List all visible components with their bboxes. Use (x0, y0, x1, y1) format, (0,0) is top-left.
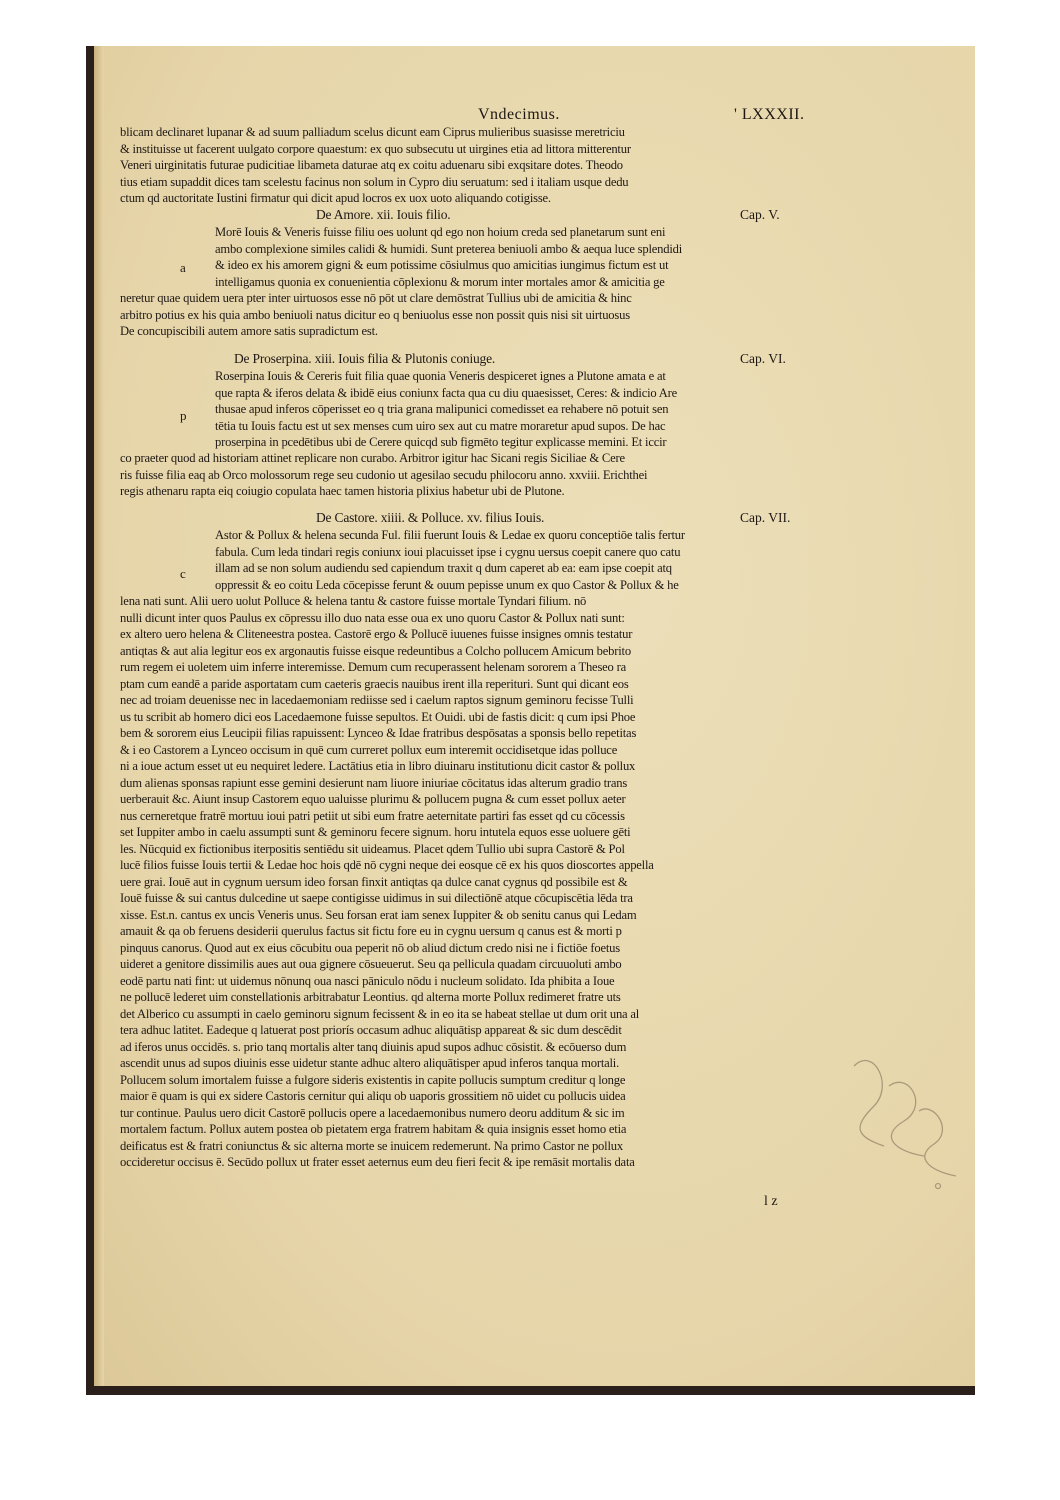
chapter-text (215, 527, 837, 593)
text-line: proserpina in pcedētibus ubi de Cerere quicqd sub figmēto tegitur explicasse memini. Et iccir (215, 435, 667, 449)
text-line: ne pollucē lederet uim constellationis arbitrabatur Leontius. qd alterna morte Pollux redimeret fratre uts (120, 990, 621, 1004)
text-line: ad iferos unus occidēs. s. prio tanq mortalis alter tanq diuinis apud supos adhuc cōsistit. & ecōuerso dum (120, 1039, 627, 1054)
text-line: nulli dicunt inter quos Paulus ex cōpressu illo duo nata esse oua ex uno quoru Castor & Pollux nati sunt: (120, 610, 625, 625)
chapter-title: De Castore. xiiii. & Polluce. xv. filius Iouis. (316, 510, 545, 525)
text-line: Pollucem solum imortalem fuisse a fulgore sideris existentis in capite pollucis sumptum creditur q longe (120, 1072, 626, 1087)
text-line: De concupiscibili autem amore satis supradictum est. (120, 324, 378, 338)
text-line: maior ē quam is qui ex sidere Castoris cernitur qui aliqu ob uaporis grossitiem nō uidet cu pollucis uidea (120, 1089, 626, 1103)
text-line: thusae apud inferos cōperisset eo q tria grana malipunici comedisset ea rehabere nō potuit sen (215, 402, 669, 416)
text-line: tētia tu Iouis factu est ut sex menses cum uiro sex aut cu matre moraretur apud supos. De hac (215, 418, 666, 433)
text-line: nus cerneretque fratrē mortuu ioui patri petiit ut sibi eum fratre aeternitate partiri fas esset qd cu cōcessis (120, 808, 625, 823)
text-line: ascendit unus ad supos diuinis esse uidetur stante adhuc altero aliquātisper apud inferos tanqua mortali. (120, 1056, 620, 1070)
text-line: deificatus est & fratri coniunctus & sic alterna morte se inuicem redemerunt. Na primo Castor ne pollux (120, 1138, 623, 1153)
text-line: Astor & Pollux & helena secunda Ful. filii fuerunt Iouis & Ledae ex quoru conceptiōe talis fertur (215, 528, 685, 542)
text-line: nec ad troiam deuenisse nec in lacedaemoniam rediisse sed i caelum raptos signum geminoru fecisse Tulli (120, 693, 634, 707)
text-line: illam ad se non solum audiendu sed capiendum traxit q dum caperet ab ea: eam ipse coepit atq (215, 561, 672, 575)
text-line: uideret a genitore dissimilis aues aut oua gignere cōsueuerut. Seu qa pellicula quadam circuuoluti ambo (120, 957, 622, 971)
text-line: uerberauit &c. Aiunt insup Castorem equo ualuisse plurimu & pollucem pugna & cum esset pollux aeter (120, 792, 626, 806)
text-line: fabula. Cum leda tindari regis coniunx ioui placuisset ipse i cygnu uersus coepit canere quo catu (215, 544, 681, 559)
text-line: les. Nūcquid ex fictionibus iterpositis sentiēdu sit uideamus. Placet qdem Tullio ubi supra Castorē & Pol (120, 841, 625, 856)
chapter-number: Cap. VI. (740, 351, 786, 366)
page-leaf (94, 46, 975, 1386)
text-line: occideretur occisus ē. Secūdo pollux ut frater esset aeternus eum deu fieri fecit & ipe remāsit mortalis data (120, 1155, 635, 1169)
text-line: tur continue. Paulus uero dicit Castorē pollucis opere a lacedaemonibus numero deoru additum & sic im (120, 1105, 625, 1120)
text-line: ptam cum eandē a paride asportatam cum caeteris graecis nauibus irent illa reperituri. Sunt qui dicant eos (120, 676, 629, 691)
text-line: oppressit & eo coitu Leda cōcepisse ferunt & ouum pepisse unum ex quo Castor & Pollux & he (215, 577, 679, 592)
signature-mark: l z (764, 1194, 778, 1209)
text-line: arbitro potius ex his quia ambo beniuoli natus dicitur eo q beniuolus esse non possit quis nisi sit uirtuosus (120, 307, 630, 322)
chapter-text (120, 593, 840, 1171)
text-line: que rapta & iferos delata & ibidē eius coniunx facta qua cu diu quaesisset, Ceres: & indicio Are (215, 385, 678, 400)
text-line: us tu scribit ab homero dici eos Lacedaemone fuisse sepultos. Et Ouidi. ubi de fastis dicit: q cum ipsi Phoe (120, 709, 636, 724)
text-line: rum regem ei uoletem uim inferre interemisse. Demum cum recuperassent helenam sororem a Theseo ra (120, 660, 626, 674)
text-line: det Alberico cu assumpti in caelo geminoru signum fecissent & in eo ita se habeat stellae ut dum orit una al (120, 1006, 640, 1021)
chapter-heading (316, 510, 736, 527)
text-line: lena nati sunt. Alii uero uolut Polluce & helena tantu & castore fuisse mortale Tyndari filium. nō (120, 594, 587, 608)
text-line: regis athenaru rapta eiq coiugio copulata haec tamen historia plixius habetur ubi de Plutone. (120, 484, 565, 498)
text-line: ris fuisse filia eaq ab Orco molossorum rege seu cudonio ut agesilao secudu philocoru anno. xxviii. Erichthei (120, 467, 648, 482)
text-line: Iouē fuisse & sui cantus dulcedine ut saepe contigisse uidimus in sui dilectiōnē atque cōcupiscētia lēda tra (120, 891, 633, 905)
margin-letter: a (180, 260, 186, 275)
text-line: eodē partu nati fint: ut uidemus nōnunq oua nasci pāniculo nōdu i nucleum solidato. Ida phibita a Ioue (120, 973, 615, 988)
text-line: tera adhuc latitet. Eadeque q latuerat post priorís occasum adhuc aliquātisp appareat & sic dum descēdit (120, 1023, 622, 1037)
text-line: & i eo Castorem a Lynceo occisum in quē cum curreret pollux eum interemit occidisetque idas polluce (120, 742, 618, 757)
text-line: mortalem factum. Pollux autem postea ob pietatem erga fratrem habitam & quia insignis esset homo etia (120, 1122, 627, 1136)
chapter-text (120, 450, 840, 500)
text-line: Roserpina Iouis & Cereris fuit filia quae quonia Veneris despiceret ignes a Plutone amata e at (215, 369, 666, 383)
text-line: dum alienas sponsas rapiunt esse gemini desierunt nam liuore iniuriae cōcitatus idas alterum gradio trans (120, 775, 628, 790)
text-line: lucē filios fuisse Iouis tertii & Ledae hoc hois qdē nō cygni neque dei eosque cē ex his quos dioscortes appella (120, 858, 654, 872)
spine-shadow (94, 46, 104, 1386)
text-line: Veneri uirginitatis futurae pudicitiae libameta daturae atq ex coitu aduenaru sibi exqsitare dotes. Theodo (120, 158, 623, 172)
chapter-number: Cap. VII. (740, 510, 791, 525)
text-line: blicam declinaret lupanar & ad suum palliadum scelus dicunt eam Ciprus mulieribus suasisse meretriciu (120, 125, 625, 139)
chapter-text (120, 290, 840, 340)
text-line: & ideo ex his amorem gigni & eum potissime cōsiulmus quo amicitias iungimus fictum est ut (215, 258, 669, 272)
chapter-heading (316, 207, 716, 224)
chapter-number: Cap. V. (740, 207, 780, 222)
chapter-text (215, 368, 837, 451)
text-line: neretur quae quidem uera pter inter uirtuosos esse nō pōt ut clare demōstrat Tullius ubi de amicitia & hinc (120, 291, 632, 305)
text-line: tius etiam supaddit dices tam scelestu facinus non solum in Cypro diu seruatum: sed i italiam usque dedu (120, 174, 629, 189)
opening-paragraph (120, 124, 840, 207)
text-line: pinquus canorus. Quod aut ex eius cōcubitu oua peperit nō ob aliud dictum credo nisi ne i fictiōe foetus (120, 940, 620, 955)
book-scan (86, 46, 975, 1395)
text-line: ambo complexione similes calidi & humidi. Sunt preterea beniuoli ambo & aequa luce splendidi (215, 241, 683, 256)
chapter-text (215, 224, 837, 290)
text-line: intelligamus quonia ex conuenientia cōplexionu & morum inter mortales amor & amicitia ge (215, 274, 665, 289)
running-header: Vndecimus. (478, 106, 560, 123)
text-line: co praeter quod ad historiam attinet replicare non curabo. Arbitror igitur hac Sicani regis Siciliae & Cere (120, 451, 625, 465)
margin-letter: p (180, 408, 187, 423)
library-stamp-watermark (834, 1026, 974, 1206)
text-line: ni a ioue actum esset ut eu nequiret ledere. Lactātius etia in libro diuinaru institutionu dicit castor & pollux (120, 759, 636, 773)
text-line: ctum qd auctoritate Iustini firmatur qui dicit apud locros ex uox uoto aliquando cotigisse. (120, 191, 551, 205)
folio-number: ' LXXXII. (734, 106, 805, 123)
chapter-heading (234, 351, 714, 368)
text-line: amauit & qa ob feruens desiderii querulus factus sit fictu fore eu in cygnu uersum q canus est & morti p (120, 924, 622, 938)
text-line: & instituisse ut facerent uulgato corpore quaestum: ex quo subsecutu ut uirgines etia ad littora mitterentur (120, 141, 631, 156)
text-line: uere grai. Iouē aut in cygnum uersum ideo forsan finxit antiqtas qa dulce canat cygnus qd possibile est & (120, 874, 628, 889)
text-line: set Iuppiter ambo in caelu assumpti sunt & geminoru fecere signum. horu intutela equos esse uoluere gēti (120, 825, 631, 839)
text-line: antiqtas & aut alia legitur eos ex argonautis fuisse eisque redeuntibus a Colcho pollucem Amicum bebrito (120, 643, 631, 658)
chapter-title: De Proserpina. xiii. Iouis filia & Plutonis coniuge. (234, 351, 496, 366)
text-line: bem & sororem eius Leucipii filias rapuissent: Lynceo & Idae fratribus despōsatas a sponsis bello repetitas (120, 726, 637, 740)
text-line: xisse. Est.n. cantus ex uncis Veneris unus. Seu forsan erat iam senex Iuppiter & ob senitu canus qui Ledam (120, 907, 637, 922)
text-line: Morē Iouis & Veneris fuisse filiu oes uolunt qd ego non hoium creda sed planetarum sunt eni (215, 225, 666, 239)
chapter-title: De Amore. xii. Iouis filio. (316, 207, 451, 222)
margin-letter: c (180, 566, 186, 581)
text-line: ex altero uero helena & Cliteneestra postea. Castorē ergo & Pollucē iuuenes fuisse insignes omnis testatur (120, 627, 633, 641)
